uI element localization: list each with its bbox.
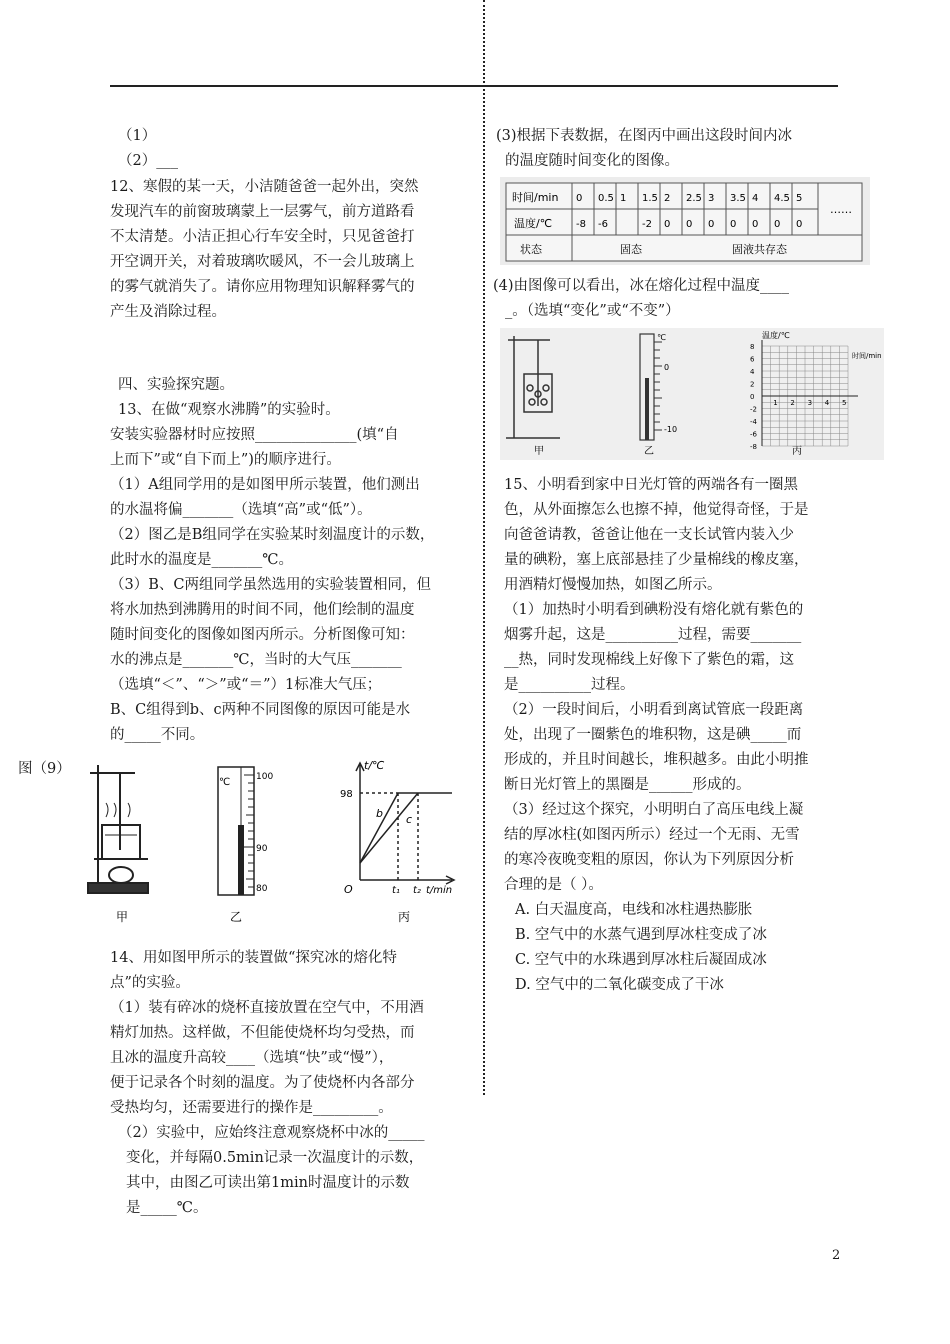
table-time-cell: 1: [620, 193, 627, 204]
q12-line: 的雾气就消失了。请你应用物理知识解释雾气的: [110, 279, 415, 295]
q13-line: 将水加热到沸腾用的时间不同，他们绘制的温度: [110, 602, 415, 618]
q12-line: 12、寒假的某一天，小洁随爸爸一起外出，突然: [110, 179, 419, 195]
answer-2: （2）___: [118, 153, 178, 169]
graph-origin: O: [344, 883, 353, 896]
q15-line: __热，同时发现棉线上好像下了紫色的霜，这: [504, 652, 794, 668]
q14-3-line: (3)根据下表数据，在图丙中画出这段时间内冰: [496, 128, 793, 144]
graph-y-tick: 98: [340, 789, 353, 800]
table-time-cell: 0: [576, 193, 583, 204]
graph-x-tick: t₁: [392, 885, 400, 896]
thermo-tick: 0: [664, 363, 670, 372]
q14-line: 精灯加热。这样做，不但能使烧杯均匀受热，而: [110, 1025, 415, 1041]
fig-caption: 丙: [398, 910, 411, 924]
q14-line: 变化，并每隔0.5min记录一次温度计的示数，: [126, 1150, 424, 1166]
q13-line: 水的沸点是_______℃，当时的大气压_______: [110, 652, 402, 668]
column-divider: [483, 0, 485, 1095]
graph-y-tick: 2: [750, 380, 755, 389]
q13-line: 的_____不同。: [110, 727, 205, 743]
q12-line: 开空调开关，对着玻璃吹暖风，不一会儿玻璃上: [110, 254, 415, 270]
q13-line: （2）图乙是B组同学在实验某时刻温度计的示数，: [110, 527, 435, 543]
q14-line: 是_____℃。: [126, 1200, 208, 1216]
table-ellipsis: ……: [830, 203, 852, 216]
q14-4-line: (4)由图像可以看出，冰在熔化过程中温度____: [493, 278, 790, 294]
q15-line: 色，从外面擦怎么也擦不掉，他觉得奇怪，于是: [504, 502, 809, 518]
table-time-cell: 3.5: [730, 193, 746, 204]
table-temp-cell: 0: [796, 219, 803, 230]
q15-line: 断日光灯管上的黑圈是______形成的。: [504, 777, 751, 793]
q15-line: （2）一段时间后，小明看到离试管底一段距离: [504, 702, 804, 718]
curve-c: [360, 793, 418, 863]
graph-y-tick: 8: [750, 343, 755, 351]
q15-line: 结的厚冰柱(如图丙所示）经过一个无雨、无雪: [504, 827, 800, 843]
table-header: 状态: [520, 243, 542, 256]
graph-x-label: 时间/min: [852, 352, 882, 360]
q12-line: 产生及消除过程。: [110, 304, 226, 320]
option-d: D. 空气中的二氧化碳变成了干冰: [515, 977, 724, 993]
curve-b: [360, 793, 398, 863]
q13-line: （3）B、C两组同学虽然选用的实验装置相同，但: [110, 577, 431, 593]
q13-line: 安装实验器材时应按照______________(填“自: [110, 427, 399, 443]
graph-y-tick: -8: [750, 443, 757, 451]
state-solid: 固态: [620, 243, 642, 256]
boiling-apparatus-drawing: [88, 765, 148, 893]
q15-line: （3）经过这个探究，小明明白了高压电线上凝: [504, 802, 804, 818]
q14-line: （2）实验中，应始终注意观察烧杯中冰的_____: [118, 1125, 425, 1141]
q13-line: 上而下”或“自下而上”)的顺序进行。: [110, 452, 341, 468]
figure-label: 图（9）: [18, 761, 71, 777]
graph-y-label: 温度/℃: [762, 331, 790, 340]
boiling-graph: [356, 763, 454, 884]
q13-line: 13、在做“观察水沸腾”的实验时。: [118, 402, 340, 418]
q15-line: 处，出现了一圈紫色的堆积物，这是碘_____而: [504, 727, 802, 743]
option-c: C. 空气中的水珠遇到厚冰柱后凝固成冰: [515, 952, 767, 968]
q15-line: 15、小明看到家中日光灯管的两端各有一圈黑: [504, 477, 798, 493]
answer-1: （1）: [118, 128, 157, 144]
q15-line: 的寒冷夜晚变粗的原因，你认为下列原因分析: [504, 852, 794, 868]
q12-line: 不太清楚。小洁正担心行车安全时，只见爸爸打: [110, 229, 415, 245]
table-time-cell: 4: [752, 193, 759, 204]
graph-y-tick: 6: [750, 355, 755, 364]
q14-line: 受热均匀，还需要进行的操作是_________。: [110, 1100, 393, 1116]
table-temp-cell: -2: [642, 219, 652, 230]
ice-experiment-figure: [500, 328, 884, 460]
q15-line: 烟雾升起，这是__________过程，需要_______: [504, 627, 802, 643]
thermo-tick: 90: [256, 844, 268, 854]
q12-line: 发现汽车的前窗玻璃蒙上一层雾气，前方道路看: [110, 204, 415, 220]
graph-x-tick: 1: [773, 399, 778, 407]
graph-x-tick: 5: [842, 399, 847, 407]
q15-line: （1）加热时小明看到碘粉没有熔化就有紫色的: [504, 602, 804, 618]
thermo-tick: 100: [256, 772, 274, 782]
table-temp-cell: 0: [708, 219, 715, 230]
table-temp-cell: 0: [752, 219, 759, 230]
graph-y-tick: -6: [750, 430, 757, 439]
q14-line: 点”的实验。: [110, 975, 190, 991]
table-time-cell: 2: [664, 193, 671, 204]
q14-3-line: 的温度随时间变化的图像。: [505, 153, 679, 169]
table-temp-cell: 0: [686, 219, 693, 230]
page-number: 2: [832, 1248, 841, 1263]
graph-x-tick: 2: [790, 399, 795, 407]
fig-caption: 乙: [230, 910, 243, 924]
graph-y-tick: -2: [750, 405, 757, 414]
fig-caption: 甲: [116, 910, 129, 924]
ice-data-table: [500, 177, 870, 265]
figure-9: [80, 755, 470, 930]
curve-label-c: c: [406, 813, 413, 826]
graph-y-label: t/℃: [364, 759, 385, 772]
header-rule: [110, 85, 838, 87]
q15-line: 用酒精灯慢慢加热，如图乙所示。: [504, 577, 722, 593]
option-b: B. 空气中的水蒸气遇到厚冰柱变成了冰: [515, 927, 767, 943]
graph-y-tick: 0: [750, 393, 755, 401]
q15-line: 形成的，并且时间越长，堆积越多。由此小明推: [504, 752, 809, 768]
graph-x-tick: 4: [824, 399, 830, 407]
curve-label-b: b: [376, 807, 383, 820]
graph-y-tick: 4: [750, 368, 755, 376]
table-temp-cell: -6: [598, 219, 608, 230]
table-header: 温度/℃: [514, 217, 553, 230]
q13-line: （选填“＜”、“＞”或“＝”）1标准大气压；: [110, 677, 382, 693]
q14-line: 14、用如图甲所示的装置做“探究冰的熔化特: [110, 950, 397, 966]
section-heading: 四、实验探究题。: [118, 377, 234, 393]
q14-line: 其中，由图乙可读出第1min时温度计的示数: [126, 1175, 410, 1191]
graph-y-tick: -4: [750, 418, 757, 426]
table-temp-cell: 0: [730, 219, 737, 230]
table-temp-cell: 0: [664, 219, 671, 230]
thermo-unit: ℃: [657, 333, 666, 342]
table-time-cell: 3: [708, 193, 715, 204]
thermo-tick: 80: [256, 884, 268, 894]
q13-line: （1）A组同学用的是如图甲所示装置，他们测出: [110, 477, 420, 493]
state-mixed: 固液共存态: [732, 243, 787, 256]
thermo-tick: -10: [664, 425, 678, 434]
table-time-cell: 1.5: [642, 193, 658, 204]
q14-line: 且冰的温度升高较____（选填“快”或“慢”），: [110, 1050, 394, 1066]
graph-x-label: t/min: [426, 885, 453, 896]
graph-x-tick: t₂: [413, 885, 421, 896]
graph-x-tick: 3: [807, 399, 813, 407]
thermo-unit: ℃: [219, 777, 231, 788]
table-time-cell: 5: [796, 193, 803, 204]
table-temp-cell: 0: [774, 219, 781, 230]
q15-line: 量的碘粉，塞上底部悬挂了少量棉线的橡皮塞，: [504, 552, 809, 568]
fig-caption: 乙: [644, 446, 654, 457]
q13-line: 的水温将偏_______（选填“高”或“低”）。: [110, 502, 372, 518]
q14-line: （1）装有碎冰的烧杯直接放置在空气中，不用酒: [110, 1000, 424, 1016]
table-header: 时间/min: [512, 191, 559, 204]
q13-line: 随时间变化的图像如图丙所示。分析图像可知：: [110, 627, 415, 643]
fig-caption: 甲: [534, 446, 544, 457]
fig-caption: 丙: [792, 446, 802, 457]
q15-line: 向爸爸请教，爸爸让他在一支长试管内装入少: [504, 527, 794, 543]
table-time-cell: 2.5: [686, 193, 702, 204]
q15-line: 合理的是（ ）。: [504, 877, 603, 893]
table-time-cell: 4.5: [774, 193, 790, 204]
table-time-cell: 0.5: [598, 193, 614, 204]
q13-line: B、C组得到b、c两种不同图像的原因可能是水: [110, 702, 411, 718]
q15-line: 是__________过程。: [504, 677, 635, 693]
table-temp-cell: -8: [576, 219, 586, 230]
option-a: A. 白天温度高，电线和冰柱遇热膨胀: [515, 902, 753, 918]
q14-line: 便于记录各个时刻的温度。为了使烧杯内各部分: [110, 1075, 415, 1091]
q14-4-line: _。（选填“变化”或“不变”）: [505, 303, 680, 319]
q13-line: 此时水的温度是_______℃。: [110, 552, 293, 568]
